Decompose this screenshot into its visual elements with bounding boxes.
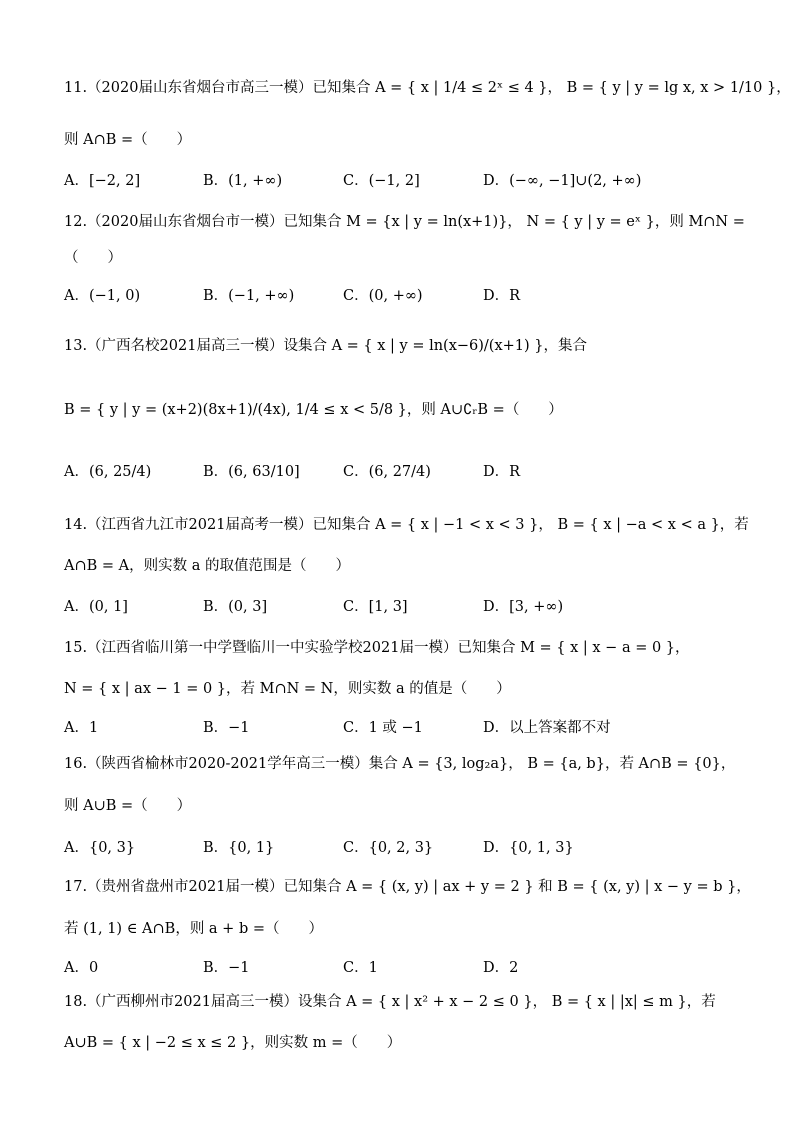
question-17-option-c: C．1 xyxy=(343,960,378,976)
question-15-option-c: C．1 或 −1 xyxy=(343,720,423,736)
question-11-option-b: B．(1, +∞) xyxy=(203,173,283,189)
question-11-stem: 11.（2020届山东省烟台市高三一模）已知集合 A = { x | 1/4 ≤ 2ˣ ≤ 4 }， B = { y | y = lg x, x > 1/10 }， xyxy=(64,80,791,96)
question-12-stem-cont: （ ） xyxy=(64,250,122,266)
question-15-option-a: A．1 xyxy=(64,720,99,736)
question-12-option-b: B．(−1, +∞) xyxy=(203,288,295,304)
question-11-option-c: C．(−1, 2] xyxy=(343,173,420,189)
question-17-option-b: B．−1 xyxy=(203,960,250,976)
question-14-option-d: D．[3, +∞) xyxy=(483,599,564,615)
question-16-option-c: C．{0, 2, 3} xyxy=(343,840,434,856)
question-17-option-a: A．0 xyxy=(64,960,99,976)
question-11-option-d: D．(−∞, −1]∪(2, +∞) xyxy=(483,173,642,189)
question-14-option-b: B．(0, 3] xyxy=(203,599,268,615)
question-14-option-c: C．[1, 3] xyxy=(343,599,408,615)
question-16-stem: 16.（陕西省榆林市2020-2021学年高三一模）集合 A = {3, log₂a}， B = {a, b}，若 A∩B = {0}， xyxy=(64,756,736,772)
question-15-option-b: B．−1 xyxy=(203,720,250,736)
question-12-option-a: A．(−1, 0) xyxy=(64,288,141,304)
question-11-option-a: A．[−2, 2] xyxy=(64,173,141,189)
question-12-option-d: D．R xyxy=(483,288,521,304)
question-13-option-d: D．R xyxy=(483,464,521,480)
question-13-option-a: A．(6, 25/4) xyxy=(64,464,152,480)
question-17-stem: 17.（贵州省盘州市2021届一模）已知集合 A = { (x, y) | ax + y = 2 } 和 B = { (x, y) | x − y = b }， xyxy=(64,879,751,895)
question-11-stem-cont: 则 A∩B =（ ） xyxy=(64,132,192,148)
question-14-stem: 14.（江西省九江市2021届高考一模）已知集合 A = { x | −1 < x < 3 }， B = { x | −a < x < a }，若 xyxy=(64,517,749,533)
question-16-option-a: A．{0, 3} xyxy=(64,840,136,856)
question-13-option-c: C．(6, 27/4) xyxy=(343,464,431,480)
question-13-option-b: B．(6, 63/10] xyxy=(203,464,300,480)
question-13-stem-cont: B = { y | y = (x+2)(8x+1)/(4x), 1/4 ≤ x < 5/8 }，则 A∪∁ᵣB =（ ） xyxy=(64,402,563,418)
question-15-option-d: D．以上答案都不对 xyxy=(483,720,611,736)
question-13-stem: 13.（广西名校2021届高三一模）设集合 A = { x | y = ln(x−6)/(x+1) }，集合 xyxy=(64,338,588,354)
question-17-stem-cont: 若 (1, 1) ∈ A∩B，则 a + b =（ ） xyxy=(64,921,323,937)
question-15-stem: 15.（江西省临川第一中学暨临川一中实验学校2021届一模）已知集合 M = { x | x − a = 0 }， xyxy=(64,640,690,656)
question-15-stem-cont: N = { x | ax − 1 = 0 }，若 M∩N = N，则实数 a 的值是（ ） xyxy=(64,681,511,697)
question-18-stem: 18.（广西柳州市2021届高三一模）设集合 A = { x | x² + x − 2 ≤ 0 }， B = { x | |x| ≤ m }，若 xyxy=(64,994,716,1010)
question-14-stem-cont: A∩B = A，则实数 a 的取值范围是（ ） xyxy=(64,558,350,574)
question-12-stem: 12.（2020届山东省烟台市一模）已知集合 M = {x | y = ln(x+1)}， N = { y | y = eˣ }，则 M∩N = xyxy=(64,214,745,230)
question-16-option-d: D．{0, 1, 3} xyxy=(483,840,574,856)
question-12-option-c: C．(0, +∞) xyxy=(343,288,423,304)
question-17-option-d: D．2 xyxy=(483,960,519,976)
question-18-stem-cont: A∪B = { x | −2 ≤ x ≤ 2 }，则实数 m =（ ） xyxy=(64,1035,402,1051)
question-16-stem-cont: 则 A∪B =（ ） xyxy=(64,798,192,814)
question-16-option-b: B．{0, 1} xyxy=(203,840,275,856)
question-14-option-a: A．(0, 1] xyxy=(64,599,128,615)
